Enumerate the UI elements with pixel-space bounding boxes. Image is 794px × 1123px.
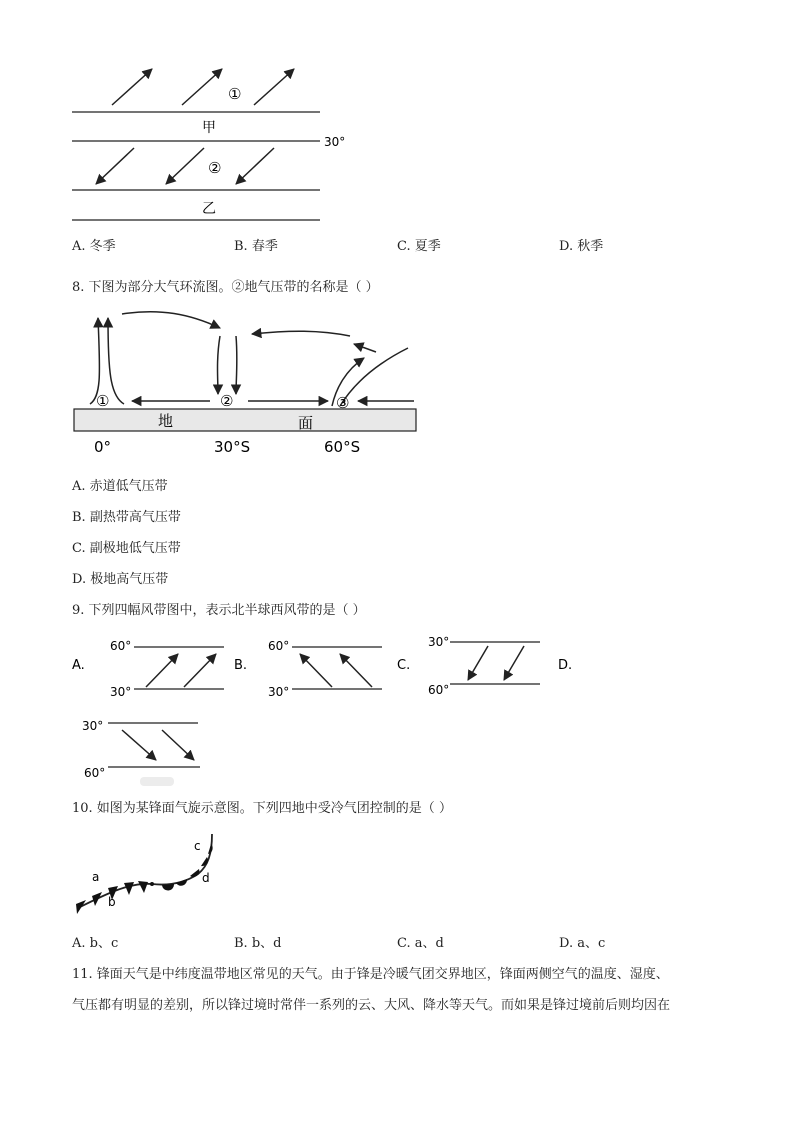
q11-line-2: 气压都有明显的差别，所以锋过境时常伴一系列的云、大风、降水等天气。而如果是锋过境前后则均因在 (72, 998, 671, 1013)
q10-label-c: c (194, 839, 201, 853)
q8-option-d[interactable]: D. 极地高气压带 (72, 572, 169, 587)
q8-option-b[interactable]: B. 副热带高气压带 (72, 510, 181, 525)
q9-d-lat-bottom: 60° (84, 766, 106, 780)
q9-question: 9. 下列四幅风带图中，表示北半球西风带的是（ ） (72, 603, 366, 618)
q9-a-arrow-1 (146, 654, 178, 687)
q7-option-c[interactable]: C. 夏季 (397, 239, 441, 254)
q9-b-lat-top: 60° (268, 639, 290, 653)
q9-letter-a[interactable]: A. (72, 658, 85, 673)
q10-cyclone-figure (66, 826, 226, 922)
q7-label-yi: 乙 (202, 201, 216, 217)
q8-front-line (340, 348, 408, 406)
q7-arrow-sw-2 (166, 148, 204, 184)
q10-cold-front-triangle (138, 881, 148, 893)
q9-letter-d[interactable]: D. (558, 658, 573, 673)
q10-cold-front-triangle (124, 882, 134, 895)
q8-sinking-arrow-2 (236, 336, 237, 394)
q8-label-ground-2: 面 (298, 414, 314, 432)
q10-label-d: d (202, 871, 210, 885)
q8-label-circle3: ③ (336, 394, 350, 412)
q7-arrow-ne-1 (112, 69, 152, 105)
q9-a-arrow-2 (184, 654, 216, 687)
q8-label-circle1: ① (96, 392, 110, 410)
q7-arrow-sw-1 (96, 148, 134, 184)
q8-upper-arrow-right (122, 312, 220, 328)
q10-label-b: b (108, 895, 116, 909)
q9-c-arrow-2 (504, 646, 524, 680)
q10-option-b[interactable]: B. b、d (234, 936, 282, 951)
q9-c-lat-top: 30° (428, 635, 450, 649)
q7-option-b[interactable]: B. 春季 (234, 239, 278, 254)
q7-wind-figure (60, 55, 360, 225)
q9-letter-b[interactable]: B. (234, 658, 248, 673)
q10-warm-front-semicircle (208, 844, 213, 854)
q8-ground-bar (74, 409, 416, 431)
q7-option-d[interactable]: D. 秋季 (559, 239, 604, 254)
q7-label-jia: 甲 (202, 120, 216, 136)
q7-arrow-sw-3 (236, 148, 274, 184)
q11-line-1: 11. 锋面天气是中纬度温带地区常见的天气。由于锋是冷暖气团交界地区，锋面两侧空气的温度、湿度、 (72, 967, 669, 982)
q8-option-c[interactable]: C. 副极地低气压带 (72, 541, 181, 556)
q8-question: 8. 下图为部分大气环流图。②地气压带的名称是（ ） (72, 280, 379, 295)
q10-cold-front-triangle (76, 900, 86, 914)
q8-label-circle2: ② (220, 392, 234, 410)
q8-rising-arrow-2 (108, 318, 124, 404)
q9-d-smudge (140, 777, 174, 786)
q10-cyclone-center (150, 882, 154, 886)
q9-letter-c[interactable]: C. (397, 658, 411, 673)
q10-cold-front-triangle (92, 892, 102, 906)
q9-wind-belt-figures (60, 630, 580, 790)
q9-b-arrow-1 (300, 654, 332, 687)
q8-option-a[interactable]: A. 赤道低气压带 (72, 479, 168, 494)
q10-warm-front-semicircle (162, 884, 174, 891)
q7-label-lat30: 30° (324, 135, 346, 149)
q10-option-d[interactable]: D. a、c (559, 936, 606, 951)
q7-label-circle1: ① (228, 85, 242, 103)
q9-c-arrow-1 (468, 646, 488, 680)
q10-option-c[interactable]: C. a、d (397, 936, 444, 951)
q7-option-a[interactable]: A. 冬季 (72, 239, 116, 254)
q8-polar-upper-arrow (354, 344, 376, 352)
q8-label-lat60s: 60°S (324, 438, 361, 456)
q9-a-lat-top: 60° (110, 639, 132, 653)
q9-a-lat-bottom: 30° (110, 685, 132, 699)
q9-c-lat-bottom: 60° (428, 683, 450, 697)
q10-option-a[interactable]: A. b、c (72, 936, 119, 951)
q8-circulation-figure (60, 300, 430, 465)
q10-question: 10. 如图为某锋面气旋示意图。下列四地中受冷气团控制的是（ ） (72, 801, 452, 816)
q8-label-lat30s: 30°S (214, 438, 251, 456)
q8-label-lat0: 0° (94, 438, 112, 456)
q9-b-lat-bottom: 30° (268, 685, 290, 699)
q8-label-ground-1: 地 (158, 412, 174, 430)
q10-warm-front-semicircle (190, 869, 199, 877)
q7-arrow-ne-3 (254, 69, 294, 105)
q9-d-arrow-2 (162, 730, 194, 760)
q7-arrow-ne-2 (182, 69, 222, 105)
q9-b-arrow-2 (340, 654, 372, 687)
q9-d-lat-top: 30° (82, 719, 104, 733)
q8-sinking-arrow-1 (218, 336, 221, 394)
q8-upper-arrow-left (252, 331, 350, 336)
q9-d-arrow-1 (122, 730, 156, 760)
q10-label-a: a (92, 870, 100, 884)
q7-label-circle2: ② (208, 159, 222, 177)
